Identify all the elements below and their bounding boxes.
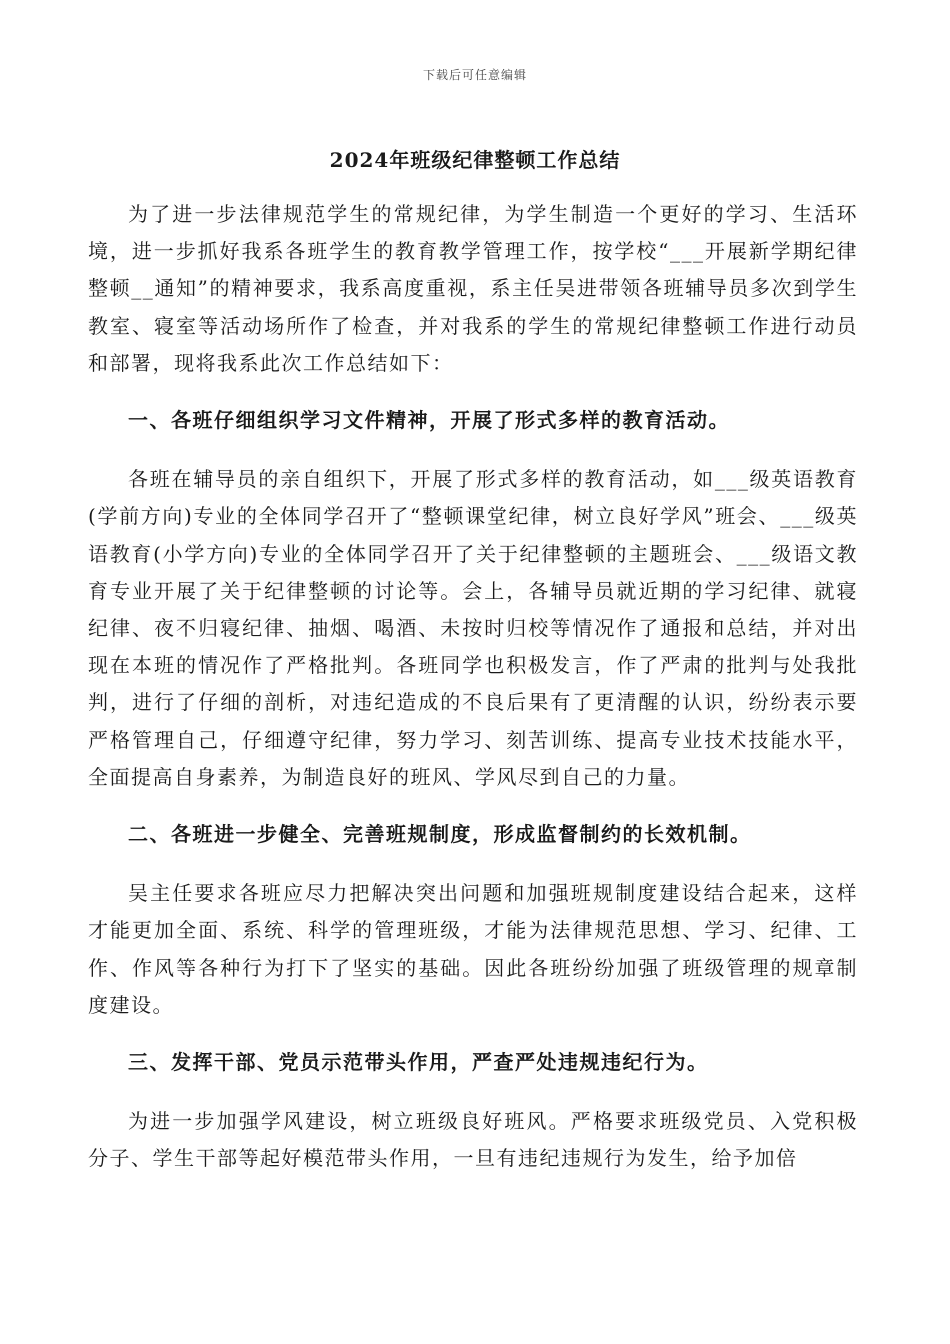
section-3-body: 为进一步加强学风建设，树立班级良好班风。严格要求班级党员、入党积极分子、学生干部等起好模范带头作用，一旦有违纪违规行为发生，给予加倍 — [88, 1109, 858, 1171]
document-title: 2024年班级纪律整顿工作总结 — [329, 148, 621, 172]
section-2-body: 吴主任要求各班应尽力把解决突出问题和加强班规制度建设结合起来，这样才能更加全面、系统、科学的管理班级，才能为法律规范思想、学习、纪律、工作、作风等各种行为打下了坚实的基础。因此各班纷纷加强了班级管理的规章制度建设。 — [88, 881, 858, 1017]
section-1-heading: 一、各班仔细组织学习文件精神，开展了形式多样的教育活动。 — [128, 408, 730, 433]
section-3-heading: 三、发挥干部、党员示范带头作用，严查严处违规违纪行为。 — [128, 1050, 709, 1075]
section-2-heading: 二、各班进一步健全、完善班规制度，形成监督制约的长效机制。 — [128, 822, 752, 847]
header-note: 下载后可任意编辑 — [422, 68, 527, 82]
intro-paragraph: 为了进一步法律规范学生的常规纪律，为学生制造一个更好的学习、生活环境，进一步抓好我系各班学生的教育教学管理工作，按学校“___开展新学期纪律整顿__通知”的精神要求，我系高度重视，系主任吴进带领各班辅导员多次到学生教室、寝室等活动场所作了检查，并对我系的学生的常规纪律整顿工作进行动员和部署，现将我系此次工作总结如下： — [88, 202, 858, 375]
section-1-body: 各班在辅导员的亲自组织下，开展了形式多样的教育活动，如___级英语教育(学前方向)专业的全体同学召开了“整顿课堂纪律，树立良好学风”班会、___级英语教育(小学方向)专业的全体同学召开了关于纪律整顿的主题班会、___级语文教育专业开展了关于纪律整顿的讨论等。会上，各辅导员就近期的学习纪律、就寝纪律、夜不归寝纪律、抽烟、喝酒、未按时归校等情况作了通报和总结，并对出现在本班的情况作了严格批判。各班同学也积极发言，作了严肃的批判与处我批判，进行了仔细的剖析，对违纪造成的不良后果有了更清醒的认识，纷纷表示要严格管理自己，仔细遵守纪律，努力学习、刻苦训练、提高专业技术技能水平，全面提高自身素养，为制造良好的班风、学风尽到自己的力量。 — [88, 467, 858, 789]
document-body — [88, 196, 858, 1178]
